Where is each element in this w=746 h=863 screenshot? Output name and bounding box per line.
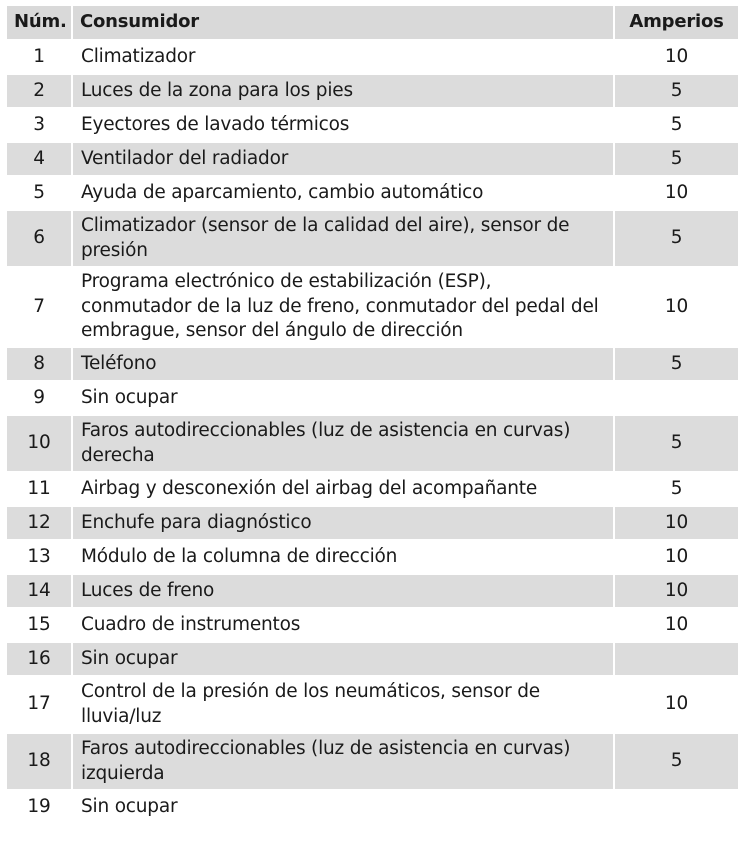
cell-amps — [614, 790, 738, 823]
table-body — [7, 40, 738, 823]
cell-consumer: Climatizador (sensor de la calidad del aire), sensor de presión — [72, 210, 614, 267]
cell-amps: 5 — [614, 415, 738, 472]
table-row — [7, 74, 738, 108]
table-row — [7, 176, 738, 210]
cell-num: 16 — [7, 642, 72, 676]
cell-consumer: Sin ocupar — [72, 642, 614, 676]
cell-consumer: Teléfono — [72, 347, 614, 381]
cell-amps: 10 — [614, 608, 738, 642]
cell-num: 14 — [7, 574, 72, 608]
table-row — [7, 540, 738, 574]
table-row — [7, 381, 738, 415]
cell-consumer: Sin ocupar — [72, 381, 614, 415]
table-row — [7, 142, 738, 176]
cell-consumer: Luces de freno — [72, 574, 614, 608]
cell-num: 2 — [7, 74, 72, 108]
cell-amps: 5 — [614, 108, 738, 142]
cell-consumer: Módulo de la columna de dirección — [72, 540, 614, 574]
cell-amps: 5 — [614, 733, 738, 790]
table-row — [7, 642, 738, 676]
cell-num: 11 — [7, 472, 72, 506]
cell-consumer: Ventilador del radiador — [72, 142, 614, 176]
cell-amps: 5 — [614, 347, 738, 381]
table-row — [7, 790, 738, 823]
cell-amps — [614, 381, 738, 415]
cell-consumer: Programa electrónico de estabilización (ESP), conmutador de la luz de freno, conmutador del pedal del embrague, sensor del ángulo de dirección — [72, 267, 614, 347]
header-num: Núm. — [7, 6, 72, 40]
cell-num: 9 — [7, 381, 72, 415]
cell-consumer: Airbag y desconexión del airbag del acompañante — [72, 472, 614, 506]
cell-consumer: Sin ocupar — [72, 790, 614, 823]
cell-num: 5 — [7, 176, 72, 210]
cell-amps: 10 — [614, 506, 738, 540]
cell-amps — [614, 642, 738, 676]
cell-consumer: Faros autodireccionables (luz de asistencia en curvas) derecha — [72, 415, 614, 472]
cell-consumer: Ayuda de aparcamiento, cambio automático — [72, 176, 614, 210]
cell-amps: 10 — [614, 176, 738, 210]
table-row — [7, 574, 738, 608]
table-row — [7, 267, 738, 347]
cell-consumer: Luces de la zona para los pies — [72, 74, 614, 108]
table-row — [7, 40, 738, 74]
cell-num: 1 — [7, 40, 72, 74]
table-row — [7, 676, 738, 733]
table-row — [7, 108, 738, 142]
cell-num: 15 — [7, 608, 72, 642]
cell-consumer: Cuadro de instrumentos — [72, 608, 614, 642]
table-row — [7, 210, 738, 267]
cell-consumer: Enchufe para diagnóstico — [72, 506, 614, 540]
table-header — [7, 6, 738, 40]
cell-num: 19 — [7, 790, 72, 823]
cell-amps: 5 — [614, 210, 738, 267]
cell-amps: 10 — [614, 540, 738, 574]
header-consumer: Consumidor — [72, 6, 614, 40]
cell-consumer: Faros autodireccionables (luz de asistencia en curvas) izquierda — [72, 733, 614, 790]
cell-num: 10 — [7, 415, 72, 472]
cell-num: 13 — [7, 540, 72, 574]
cell-amps: 10 — [614, 40, 738, 74]
fuse-assignment-table — [7, 6, 738, 823]
cell-amps: 10 — [614, 574, 738, 608]
cell-num: 8 — [7, 347, 72, 381]
cell-num: 4 — [7, 142, 72, 176]
cell-num: 17 — [7, 676, 72, 733]
header-amps: Amperios — [614, 6, 738, 40]
table-row — [7, 347, 738, 381]
cell-consumer: Eyectores de lavado térmicos — [72, 108, 614, 142]
cell-amps: 5 — [614, 74, 738, 108]
cell-num: 6 — [7, 210, 72, 267]
cell-num: 18 — [7, 733, 72, 790]
table-row — [7, 608, 738, 642]
cell-amps: 5 — [614, 472, 738, 506]
cell-amps: 10 — [614, 676, 738, 733]
table-row — [7, 506, 738, 540]
cell-num: 7 — [7, 267, 72, 347]
cell-amps: 10 — [614, 267, 738, 347]
cell-amps: 5 — [614, 142, 738, 176]
cell-num: 12 — [7, 506, 72, 540]
cell-consumer: Climatizador — [72, 40, 614, 74]
cell-consumer: Control de la presión de los neumáticos, sensor de lluvia/luz — [72, 676, 614, 733]
cell-num: 3 — [7, 108, 72, 142]
table-row — [7, 472, 738, 506]
header-row — [7, 6, 738, 40]
table-row — [7, 415, 738, 472]
table-row — [7, 733, 738, 790]
